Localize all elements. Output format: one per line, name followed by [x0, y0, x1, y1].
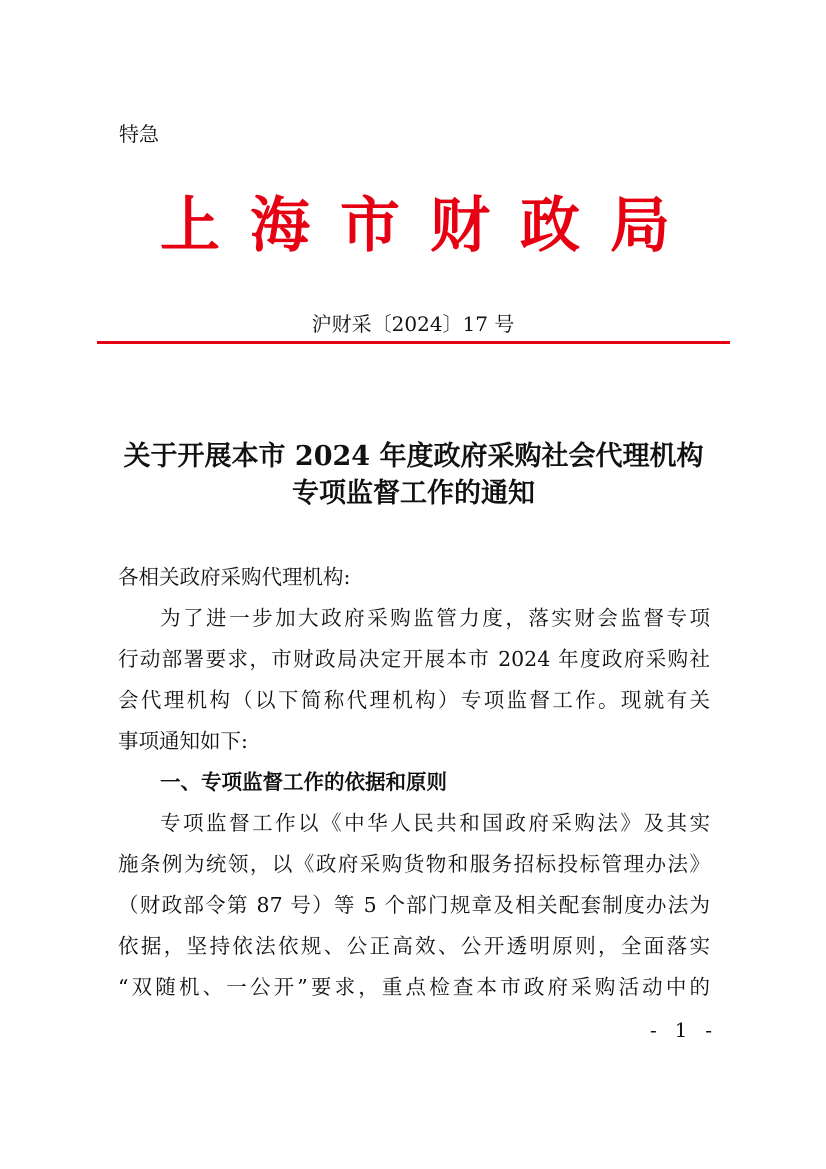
- paragraph-line: 事项通知如下:: [118, 729, 248, 753]
- paragraph-line: 为了进一步加大政府采购监管力度，落实财会监督专项: [160, 606, 710, 630]
- issuing-organization: 上海市财政局: [160, 191, 670, 261]
- paragraph-line: （财政部令第 87 号）等 5 个部门规章及相关配套制度办法为: [118, 893, 710, 917]
- paragraph-line: 专项监督工作以《中华人民共和国政府采购法》及其实: [160, 811, 710, 835]
- urgency-label: 特急: [119, 122, 159, 146]
- paragraph-line: 依据，坚持依法依规、公正高效、公开透明原则，全面落实: [118, 934, 710, 958]
- red-divider: [97, 341, 730, 344]
- salutation: 各相关政府采购代理机构:: [118, 565, 351, 589]
- document-title-line-2: 专项监督工作的通知: [292, 478, 535, 509]
- paragraph-line: “双随机、一公开”要求，重点检查本市政府采购活动中的: [118, 975, 710, 999]
- paragraph-line: 施条例为统领，以《政府采购货物和服务招标投标管理办法》: [118, 852, 710, 876]
- document-title-line-1: 关于开展本市 2024 年度政府采购社会代理机构: [123, 441, 704, 472]
- paragraph-line: 会代理机构（以下简称代理机构）专项监督工作。现就有关: [118, 688, 710, 712]
- paragraph-line: 行动部署要求，市财政局决定开展本市 2024 年度政府采购社: [118, 647, 710, 671]
- document-number: 沪财采〔2024〕17 号: [311, 312, 515, 336]
- section-heading: 一、专项监督工作的依据和原则: [160, 770, 447, 794]
- page-number: - 1 -: [650, 1018, 712, 1042]
